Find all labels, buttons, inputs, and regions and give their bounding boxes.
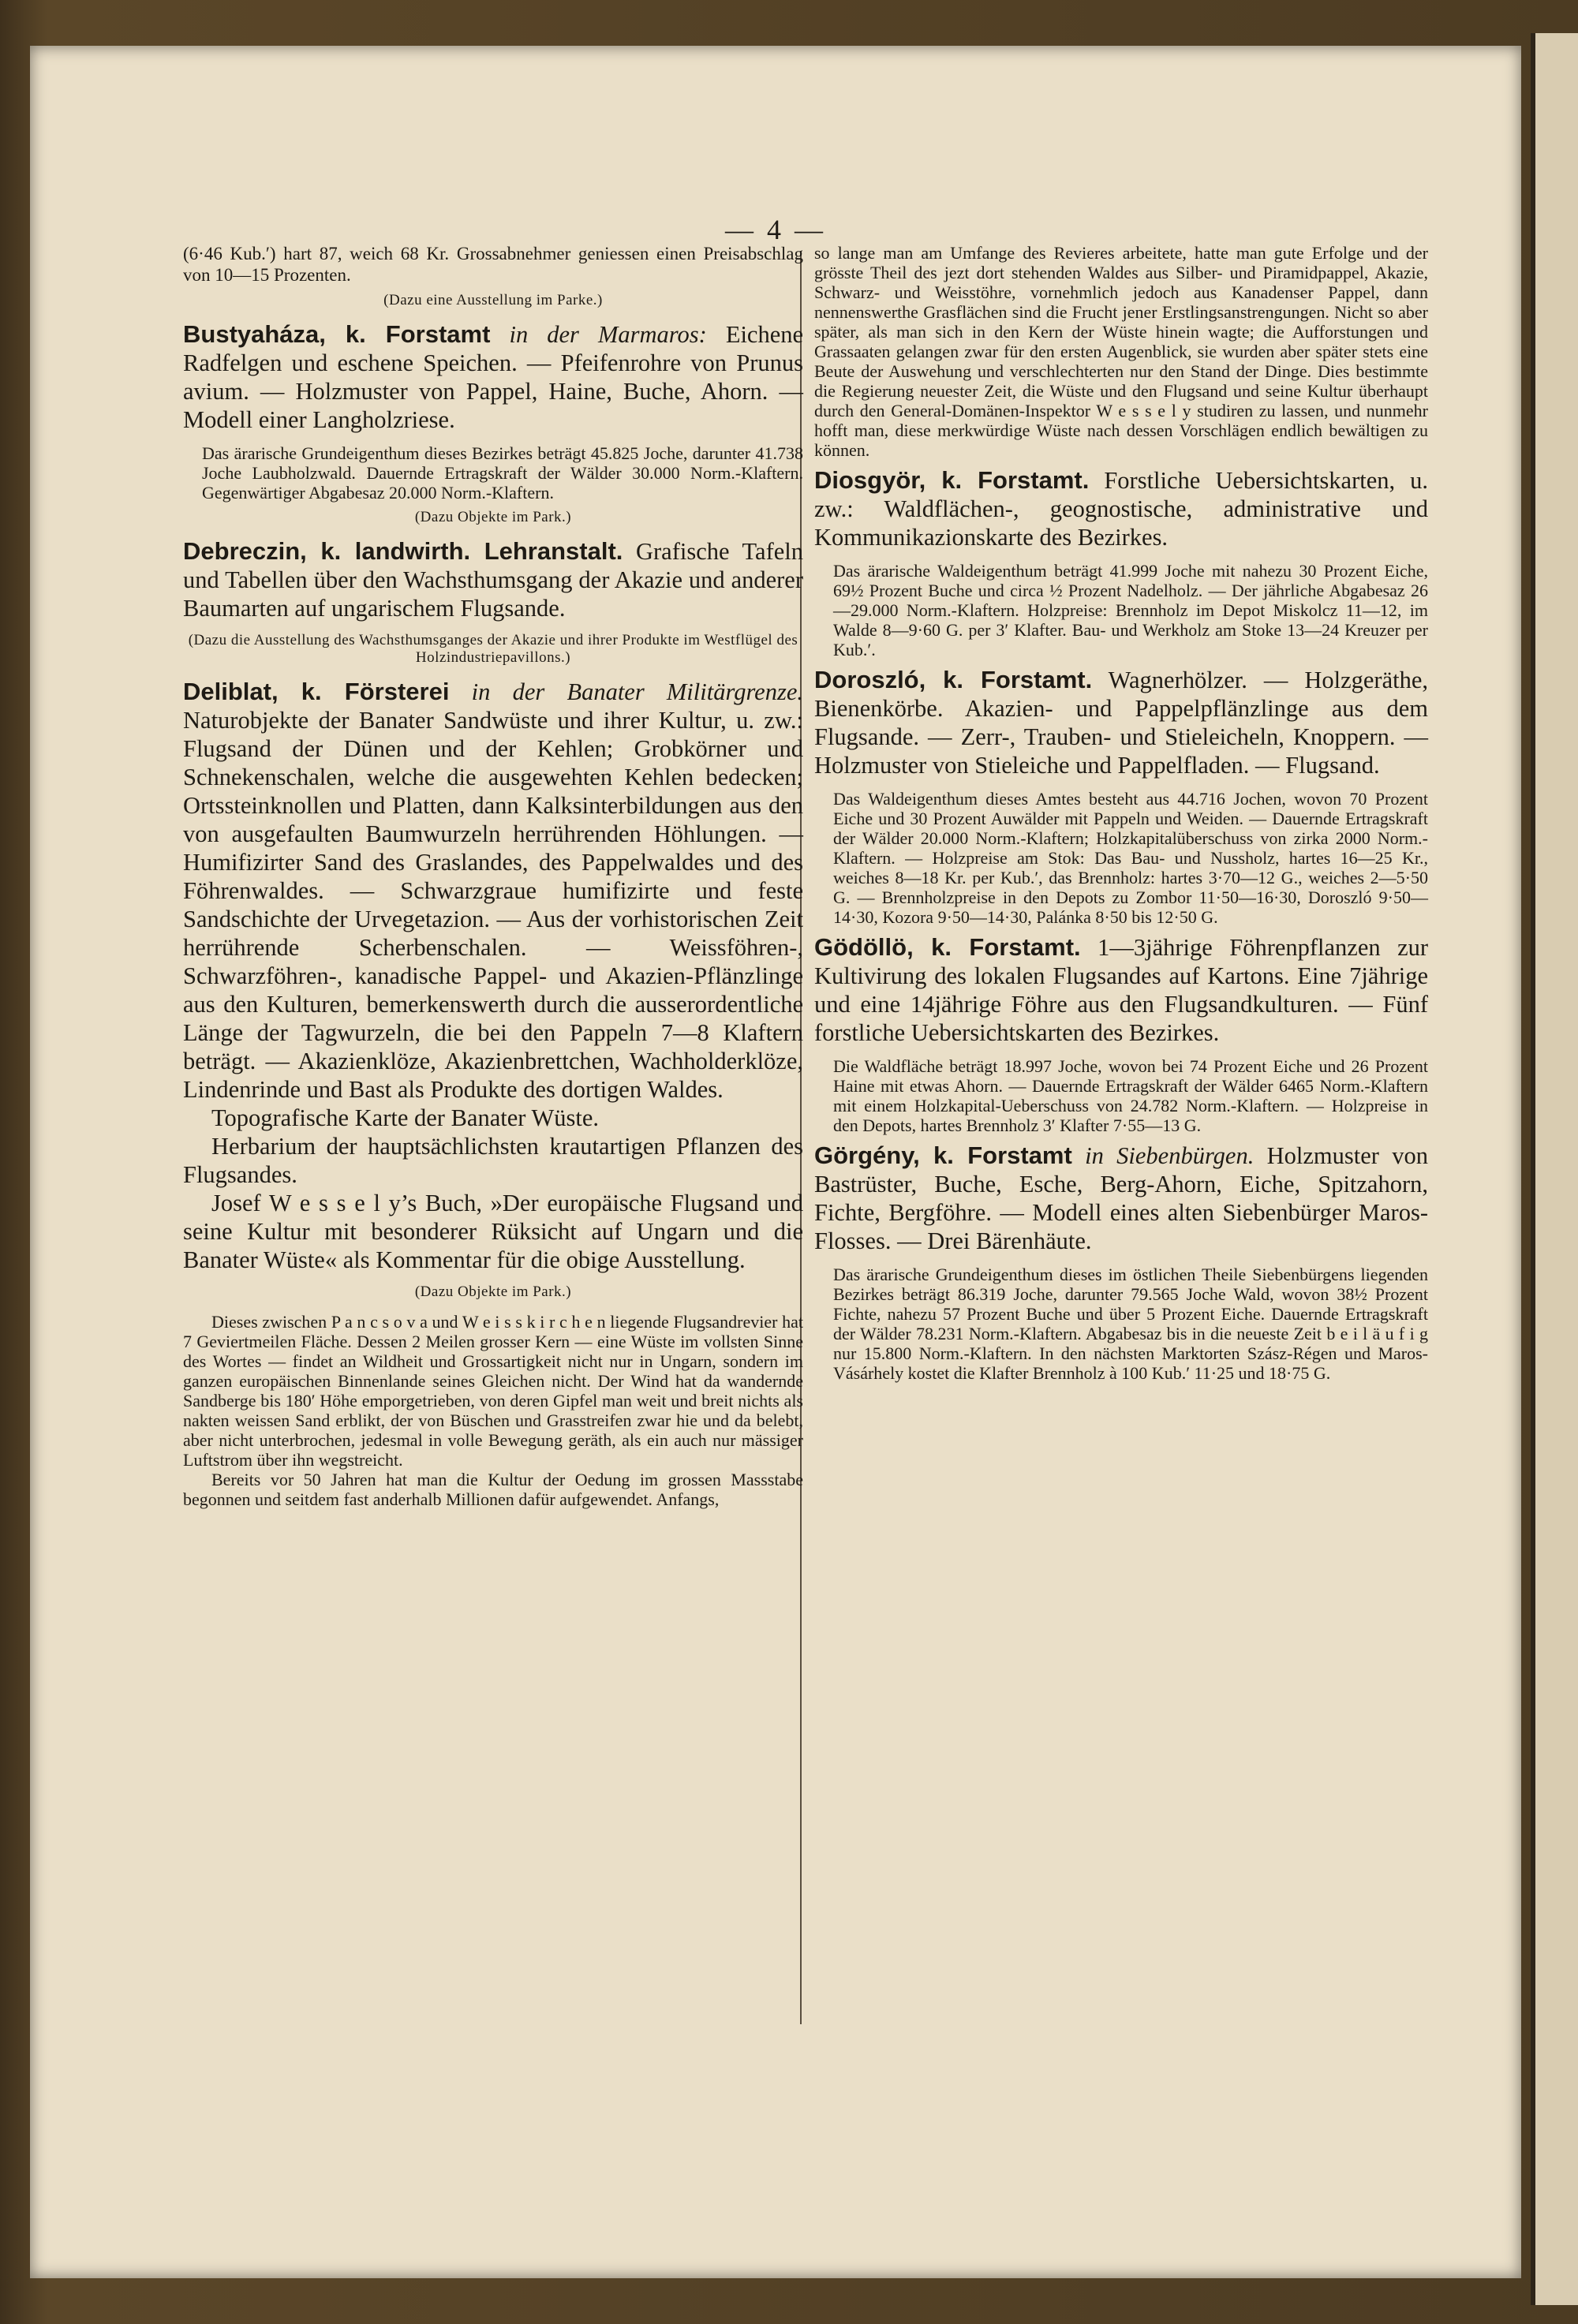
bustyahaza-note: (Dazu Objekte im Park.) [414, 509, 572, 525]
entry-text: Grafische Tafeln und Tabellen über den Wachsthumsgang der Akazie und anderer Baumarten auf ungarischem Flugsande. [183, 538, 804, 622]
debreczin-note: (Dazu die Ausstellung des Wachsthumsganges der Akazie und ihrer Produkte im Westflügel des Holzindustriepavillons.) [188, 632, 798, 666]
deliblat-map: Topografische Karte der Banater Wüste. [211, 1104, 600, 1131]
entry-name: Deliblat, k. Försterei [183, 678, 450, 705]
entry-location: in Siebenbürgen. [1085, 1142, 1255, 1169]
gorgeny-details: Das ärarische Grundeigenthum dieses im östlichen Theile Siebenbürgens liegenden Bezirkes beträgt 86.319 Joche, darunter 79.565 Joche Wald, wovon 38½ Prozent Fichte, nahezu 57 Prozent Buche und über 5 Prozent Eiche. Dauernde Ertragskraft der Wälder 78.231 Norm.-Klaftern. Abgabesaz bis in die neueste Zeit b e i l ä u f i g nur 15.800 Norm.-Klaftern. In den nächsten Marktorten Szász-Régen und Maros-Vásárhely kostet die Klafter Brennholz à 100 Kub.′ 11·25 und 18·75 G. [833, 1265, 1428, 1383]
entry-location: in der Banater Militärgrenze. [471, 678, 803, 705]
entry-text: Naturobjekte der Banater Sandwüste und ihrer Kultur, u. zw.: Flugsand der Dünen und der Kehlen; Grobkörner und Schnekenschalen, welche die ausgewehten Kehlen bedecken; Ortssteinknollen und Platten, dann Kalksinterbildungen aus den von ausgefaulten Baumwurzeln herrührenden Höhlungen. — Humifizirter Sand des Graslandes, des Pappelwaldes und des Föhrenwaldes. — Schwarzgraue humifizirte und feste Sandschichte der Urvegetazion. — Aus der vorhistorischen Zeit herrührende Scherbenschalen. — Weissföhren-, Schwarzföhren-, kanadische Pappel- und Akazien-Pflänzlinge aus den Kulturen, bemerkenswerth durch die ausserordentliche Länge der Tagwurzeln, die bei den Pappeln 7—8 Klaftern beträgt. — Akazienklöze, Akazienbrettchen, Wachholderklöze, Lindenrinde und Bast als Produkte des dortigen Waldes. [183, 707, 803, 1103]
deliblat-book: Josef W e s s e l y’s Buch, »Der europäische Flugsand und seine Kultur mit besonderer Rüksicht auf Ungarn und die Banater Wüste« als Kommentar für die obige Ausstellung. [183, 1190, 803, 1273]
deliblat-note: (Dazu Objekte im Park.) [414, 1283, 572, 1300]
entry-name: Debreczin, k. landwirth. Lehranstalt. [183, 537, 623, 565]
entry-godollo [814, 933, 1428, 1047]
entry-name: Bustyaháza, k. Forstamt [183, 320, 491, 348]
godollo-details: Die Waldfläche beträgt 18.997 Joche, wovon bei 74 Prozent Eiche und 26 Prozent Haine mit etwas Ahorn. — Dauernde Ertragskraft der Wälder 6465 Norm.-Klaftern mit einem Holzkapital-Ueberschuss von 24.782 Norm.-Klaftern. — Holzpreise in den Depots, hartes Brennholz 3′ Klafter 7·55—13 G. [833, 1056, 1428, 1135]
entry-debreczin [183, 537, 803, 622]
entry-text: Holzmuster von Bastrüster, Buche, Esche, Berg-Ahorn, Eiche, Spitzahorn, Fichte, Bergföhre. — Modell eines alten Siebenbürger Maros-Flosses. — Drei Bärenhäute. [814, 1142, 1428, 1254]
entry-location: in der Marmaros: [509, 321, 707, 348]
page-number: — 4 — [725, 214, 826, 245]
entry-name: Diosgyör, k. Forstamt. [814, 466, 1090, 494]
entry-text: Eichene Radfelgen und eschene Speichen. — Pfeifenrohre von Prunus avium. — Holzmuster von Pappel, Haine, Buche, Ahorn. — Modell einer Langholzriese. [183, 321, 804, 433]
entry-text: 1—3jährige Föhrenpflanzen zur Kultivirung des lokalen Flugsandes auf Kartons. Eine 7jährige und eine 14jährige Föhre aus den Flugsandkulturen. — Fünf forstliche Uebersichtskarten des Bezirkes. [814, 934, 1429, 1046]
entry-name: Gödöllö, k. Forstamt. [814, 933, 1081, 961]
entry-name: Görgény, k. Forstamt [814, 1141, 1072, 1169]
doroszlo-details: Das Waldeigenthum dieses Amtes besteht aus 44.716 Jochen, wovon 70 Prozent Eiche und 30 Prozent Auwälder mit Pappeln und Weiden. — Dauernde Ertragskraft der Wälder 20.000 Norm.-Klaftern; Holzkapitalüberschuss von zirka 2000 Norm.-Klaftern. — Holzpreise am Stok: Das Bau- und Nussholz, hartes 16—25 Kr., weiches 8—18 Kr. per Kub.′, das Brennholz: hartes 3·70—12 G., weiches 2—5·50 G. — Brennholzpreise in den Depots zu Zombor 11·50—16·30, Doroszló 9·50—14·30, Kozora 9·50—14·30, Palánka 8·50 bis 12·50 G. [833, 789, 1428, 927]
intro-note: (Dazu eine Ausstellung im Parke.) [383, 292, 603, 308]
deliblat-herbarium: Herbarium der hauptsächlichsten krautartigen Pflanzen des Flugsandes. [183, 1133, 803, 1188]
deliblat-details-2: Bereits vor 50 Jahren hat man die Kultur der Oedung im grossen Massstabe begonnen und seitdem fast anderhalb Millionen dafür aufgewendet. Anfangs, [183, 1470, 803, 1509]
entry-gorgeny [814, 1141, 1428, 1255]
bustyahaza-details: Das ärarische Grundeigenthum dieses Bezirkes beträgt 45.825 Joche, darunter 41.738 Joche Laubholzwald. Dauernde Ertragskraft der Wälder 30.000 Norm.-Klaftern. Gegenwärtiger Abgabesaz 20.000 Norm.-Klaftern. [202, 443, 803, 503]
entry-bustyahaza [183, 320, 803, 434]
entry-deliblat [183, 678, 803, 1274]
entry-text: Forstliche Uebersichtskarten, u. zw.: Waldflächen-, geognostische, administrative und Kommunikazionskarte des Bezirkes. [814, 467, 1428, 551]
entry-text: Wagnerhölzer. — Holzgeräthe, Bienenkörbe. Akazien- und Pappelpflänzlinge aus dem Flugsande. — Zerr-, Trauben- und Stieleicheln, Knoppern. — Holzmuster von Stieleiche und Pappelfladen. — Flugsand. [814, 667, 1428, 779]
next-page-edge [1531, 33, 1578, 2305]
intro-text: (6·46 Kub.′) hart 87, weich 68 Kr. Grossabnehmer geniessen einen Preisabschlag von 10—15 Prozenten. [183, 244, 803, 285]
entry-name: Doroszló, k. Forstamt. [814, 666, 1093, 693]
left-column [183, 243, 803, 1509]
right-column [814, 243, 1428, 1389]
entry-diosgyor [814, 466, 1428, 551]
entry-doroszlo [814, 666, 1428, 779]
deliblat-details-continued: so lange man am Umfange des Revieres arbeitete, hatte man gute Erfolge und der grösste Theil des jezt dort stehenden Waldes aus Silber- und Piramidpappel, Akazie, Schwarz- und Weisstöhre, vornehmlich jedoch aus Kanadenser Pappel, dann nennenswerthe Grasflächen sind die Frucht jener Erstlingsanstrengungen. Nicht so aber später, als man sich in den Kern der Wüste hinein wagte; die Aufforstungen und Grassaaten gelangen zwar für den ersten Augenblick, sie wurden aber später stets eine Beute der Auswehung und verschlechterten nur den Stand der Dinge. Dies bestimmte die Regierung neuester Zeit, die Wüste und den Flugsand und seine Kultur überhaupt durch den General-Domänen-Inspektor W e s s e l y studiren zu lassen, und nunmehr hofft man, diese merkwürdige Wüste nach dessen Vorschlägen endlich bewältigen zu können. [814, 243, 1428, 460]
diosgyor-details: Das ärarische Waldeigenthum beträgt 41.999 Joche mit nahezu 30 Prozent Eiche, 69½ Prozent Buche und circa ½ Prozent Nadelholz. — Der jährliche Abgabesaz 26—29.000 Norm.-Klaftern. Holzpreise: Brennholz im Depot Miskolcz 11—12, im Walde 8—9·60 G. per 3′ Klafter. Bau- und Werkholz am Stoke 13—24 Kreuzer per Kub.′. [833, 561, 1428, 659]
deliblat-details-1: Dieses zwischen P a n c s o v a und W e i s s k i r c h e n liegende Flugsandrevier hat 7 Geviertmeilen Fläche. Dessen 2 Meilen grosser Kern — eine Wüste im vollsten Sinne des Wortes — findet an Wildheit und Grossartigkeit nicht nur in Ungarn, sondern im ganzen europäischen Binnenlande seines Gleichen nicht. Der Wind hat da wandernde Sandberge bis 180′ Höhe emporgetrieben, von deren Gipfel man weit und breit nichts als nakten weissen Sand erblikt, der von Büschen und Grasstreifen zwar hie und da belebt, aber nicht unterbrochen, jedesmal in volle Bewegung geräth, als ein auch nur mässiger Luftstrom über ihn wegstreicht. [183, 1312, 803, 1470]
